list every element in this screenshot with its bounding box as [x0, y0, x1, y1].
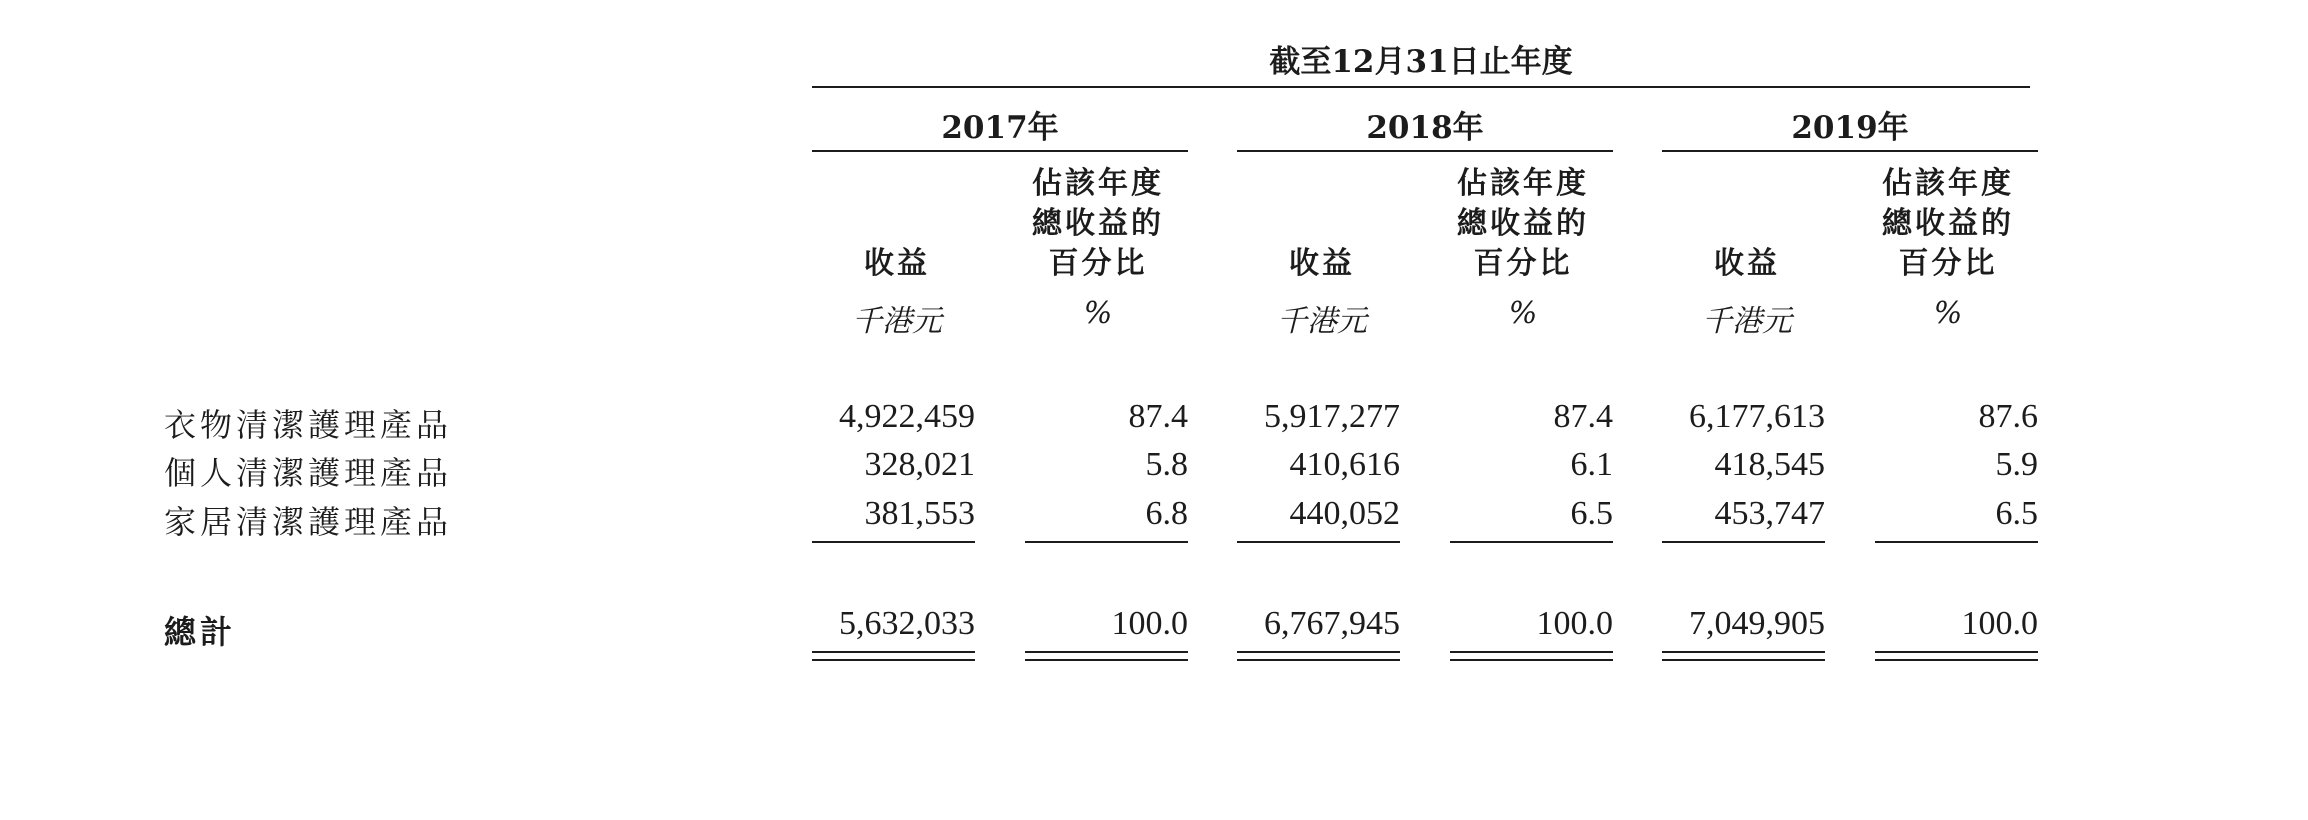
total-double-rule — [1450, 651, 1613, 653]
year-rule-2017 — [812, 150, 1188, 152]
cell-revenue-2017: 381,553 — [864, 495, 975, 532]
year-header-2019: 2019年 — [1791, 110, 1909, 146]
year-header-2017: 2017年 — [941, 110, 1059, 146]
row-label-fabric-care: 衣物清潔護理產品 — [164, 406, 453, 444]
cell-revenue-2017: 4,922,459 — [839, 398, 975, 435]
period-header: 截至12月31日止年度 — [1269, 44, 1573, 80]
percentage-header-2017 — [1018, 164, 1178, 284]
cell-percentage-2017: 87.4 — [1128, 398, 1188, 435]
total-revenue-2019: 7,049,905 — [1689, 605, 1825, 642]
period-rule — [812, 86, 2030, 88]
percentage-unit-2019: % — [1933, 296, 1963, 331]
total-double-rule — [1662, 651, 1825, 653]
cell-percentage-2017: 5.8 — [1145, 446, 1188, 483]
total-double-rule — [812, 659, 975, 661]
percentage-header-line: 總收益的 — [1457, 206, 1589, 241]
subtotal-rule — [1450, 541, 1613, 543]
subtotal-rule — [1662, 541, 1825, 543]
cell-revenue-2017: 328,021 — [864, 446, 975, 483]
percentage-header-line: 百分比 — [1473, 246, 1573, 281]
revenue-header-2018: 收益 — [1289, 246, 1355, 281]
total-double-rule — [1237, 659, 1400, 661]
revenue-unit-2017: 千港元 — [852, 304, 942, 339]
total-double-rule — [1025, 659, 1188, 661]
percentage-header-line: 佔該年度 — [1032, 166, 1164, 201]
percentage-header-2018 — [1443, 164, 1603, 284]
percentage-header-line: 百分比 — [1898, 246, 1998, 281]
total-double-rule — [1875, 651, 2038, 653]
percentage-header-2019 — [1868, 164, 2028, 284]
total-percentage-2019: 100.0 — [1961, 605, 2038, 642]
subtotal-rule — [1237, 541, 1400, 543]
total-double-rule — [812, 651, 975, 653]
cell-revenue-2018: 5,917,277 — [1264, 398, 1400, 435]
total-double-rule — [1450, 659, 1613, 661]
subtotal-rule — [1025, 541, 1188, 543]
cell-percentage-2019: 87.6 — [1978, 398, 2038, 435]
total-revenue-2018: 6,767,945 — [1264, 605, 1400, 642]
percentage-unit-2018: % — [1508, 296, 1538, 331]
cell-revenue-2018: 410,616 — [1289, 446, 1400, 483]
percentage-header-line: 佔該年度 — [1457, 166, 1589, 201]
total-revenue-2017: 5,632,033 — [839, 605, 975, 642]
cell-percentage-2019: 6.5 — [1995, 495, 2038, 532]
percentage-header-line: 佔該年度 — [1882, 166, 2014, 201]
row-label-personal-care: 個人清潔護理產品 — [164, 454, 453, 492]
revenue-header-2017: 收益 — [864, 246, 930, 281]
year-rule-2019 — [1662, 150, 2038, 152]
total-double-rule — [1662, 659, 1825, 661]
cell-percentage-2018: 6.5 — [1570, 495, 1613, 532]
percentage-header-line: 總收益的 — [1882, 206, 2014, 241]
subtotal-rule — [1875, 541, 2038, 543]
year-rule-2018 — [1237, 150, 1613, 152]
total-percentage-2018: 100.0 — [1536, 605, 1613, 642]
total-double-rule — [1025, 651, 1188, 653]
percentage-header-line: 百分比 — [1048, 246, 1148, 281]
percentage-unit-2017: % — [1083, 296, 1113, 331]
revenue-unit-2019: 千港元 — [1702, 304, 1792, 339]
row-label-household-care: 家居清潔護理產品 — [164, 503, 453, 541]
cell-revenue-2019: 6,177,613 — [1689, 398, 1825, 435]
total-percentage-2017: 100.0 — [1111, 605, 1188, 642]
revenue-header-2019: 收益 — [1714, 246, 1780, 281]
percentage-header-line: 總收益的 — [1032, 206, 1164, 241]
cell-percentage-2018: 87.4 — [1553, 398, 1613, 435]
row-label-total: 總計 — [164, 613, 237, 651]
year-header-2018: 2018年 — [1366, 110, 1484, 146]
cell-revenue-2019: 418,545 — [1714, 446, 1825, 483]
cell-percentage-2019: 5.9 — [1995, 446, 2038, 483]
cell-percentage-2018: 6.1 — [1570, 446, 1613, 483]
subtotal-rule — [812, 541, 975, 543]
revenue-unit-2018: 千港元 — [1277, 304, 1367, 339]
total-double-rule — [1875, 659, 2038, 661]
total-double-rule — [1237, 651, 1400, 653]
cell-revenue-2018: 440,052 — [1289, 495, 1400, 532]
cell-revenue-2019: 453,747 — [1714, 495, 1825, 532]
cell-percentage-2017: 6.8 — [1145, 495, 1188, 532]
